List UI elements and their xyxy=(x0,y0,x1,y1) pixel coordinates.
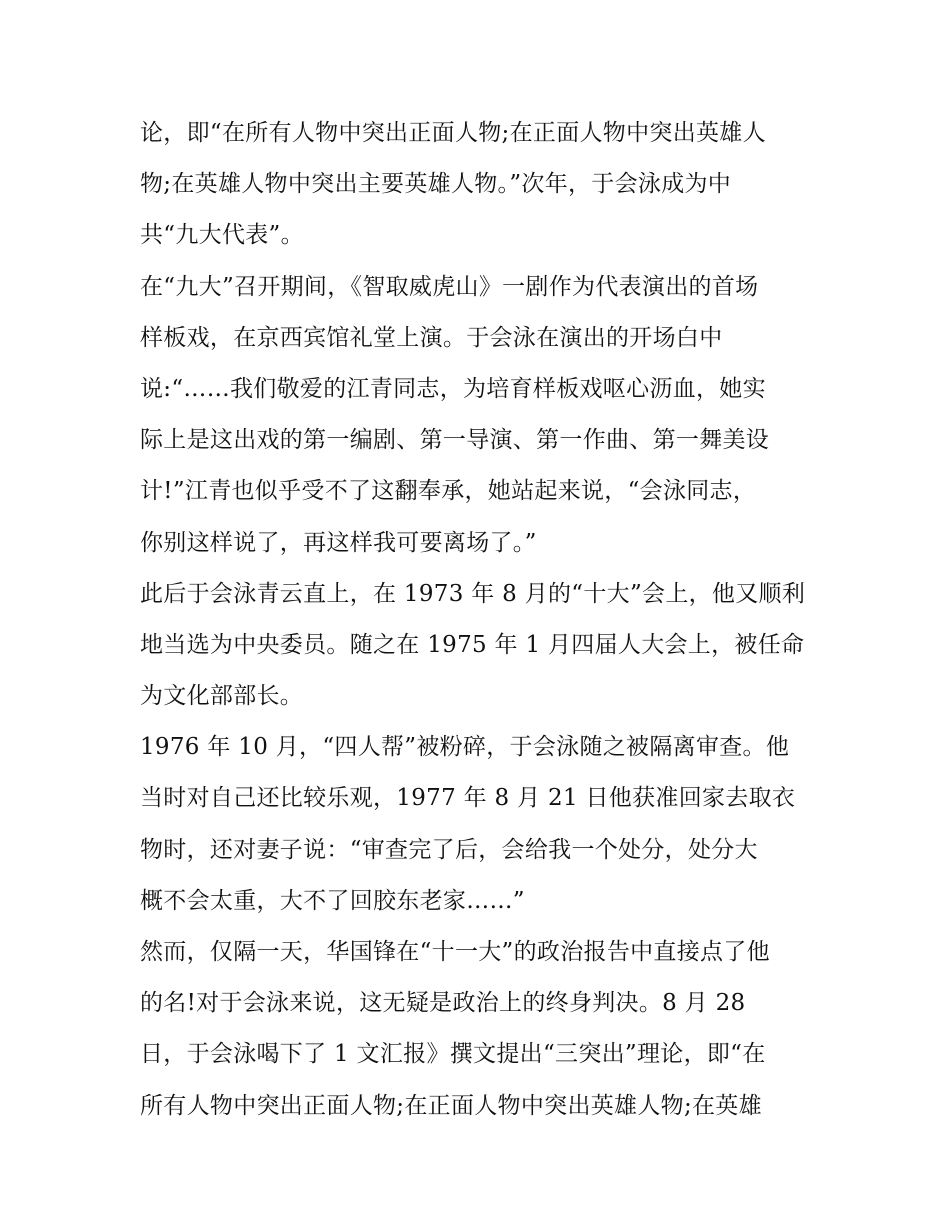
text-line: 论，即“在所有人物中突出正面人物;在正面人物中突出英雄人 xyxy=(140,120,766,146)
text-line: 共“九大代表”。 xyxy=(140,222,304,249)
text-line: 的名!对于会泳来说，这无疑是政治上的终身判决。8 月 28 xyxy=(140,990,746,1017)
text-line: 际上是这出戏的第一编剧、第一导演、第一作曲、第一舞美设 xyxy=(140,427,770,454)
text-line: 此后于会泳青云直上，在 1973 年 8 月的“十大”会上，他又顺利 xyxy=(140,580,806,607)
text-line: 日，于会泳喝下了 1 文汇报》撰文提出“三突出”理论，即“在 xyxy=(140,1041,766,1068)
text-line: 在“九大”召开期间，《智取威虎山》一剧作为代表演出的首场 xyxy=(140,273,759,300)
text-line: 你别这样说了，再这样我可要离场了。” xyxy=(140,529,537,556)
text-line: 然而，仅隔一天，华国锋在“十一大”的政治报告中直接点了他 xyxy=(140,939,770,965)
text-line: 物;在英雄人物中突出主要英雄人物。”次年，于会泳成为中 xyxy=(140,171,732,198)
text-line: 物时，还对妻子说：“审查完了后，会给我一个处分，处分大 xyxy=(140,836,758,863)
body-text xyxy=(140,108,820,1132)
text-line: 所有人物中突出正面人物;在正面人物中突出英雄人物;在英雄 xyxy=(140,1092,762,1119)
text-line: 样板戏，在京西宾馆礼堂上演。于会泳在演出的开场白中 xyxy=(140,324,723,351)
text-line: 说:“……我们敬爱的江青同志，为培育样板戏呕心沥血，她实 xyxy=(140,375,766,402)
text-line: 为文化部部长。 xyxy=(140,683,304,710)
text-line: 地当选为中央委员。随之在 1975 年 1 月四届人大会上，被任命 xyxy=(140,631,805,658)
text-line: 计!”江青也似乎受不了这翻奉承，她站起来说，“会泳同志， xyxy=(140,478,757,505)
text-line: 1976 年 10 月，“四人帮”被粉碎，于会泳随之被隔离审查。他 xyxy=(140,734,790,761)
text-line: 当时对自己还比较乐观，1977 年 8 月 21 日他获准回家去取衣 xyxy=(140,785,796,812)
text-line: 概不会太重，大不了回胶东老家……” xyxy=(140,887,525,914)
